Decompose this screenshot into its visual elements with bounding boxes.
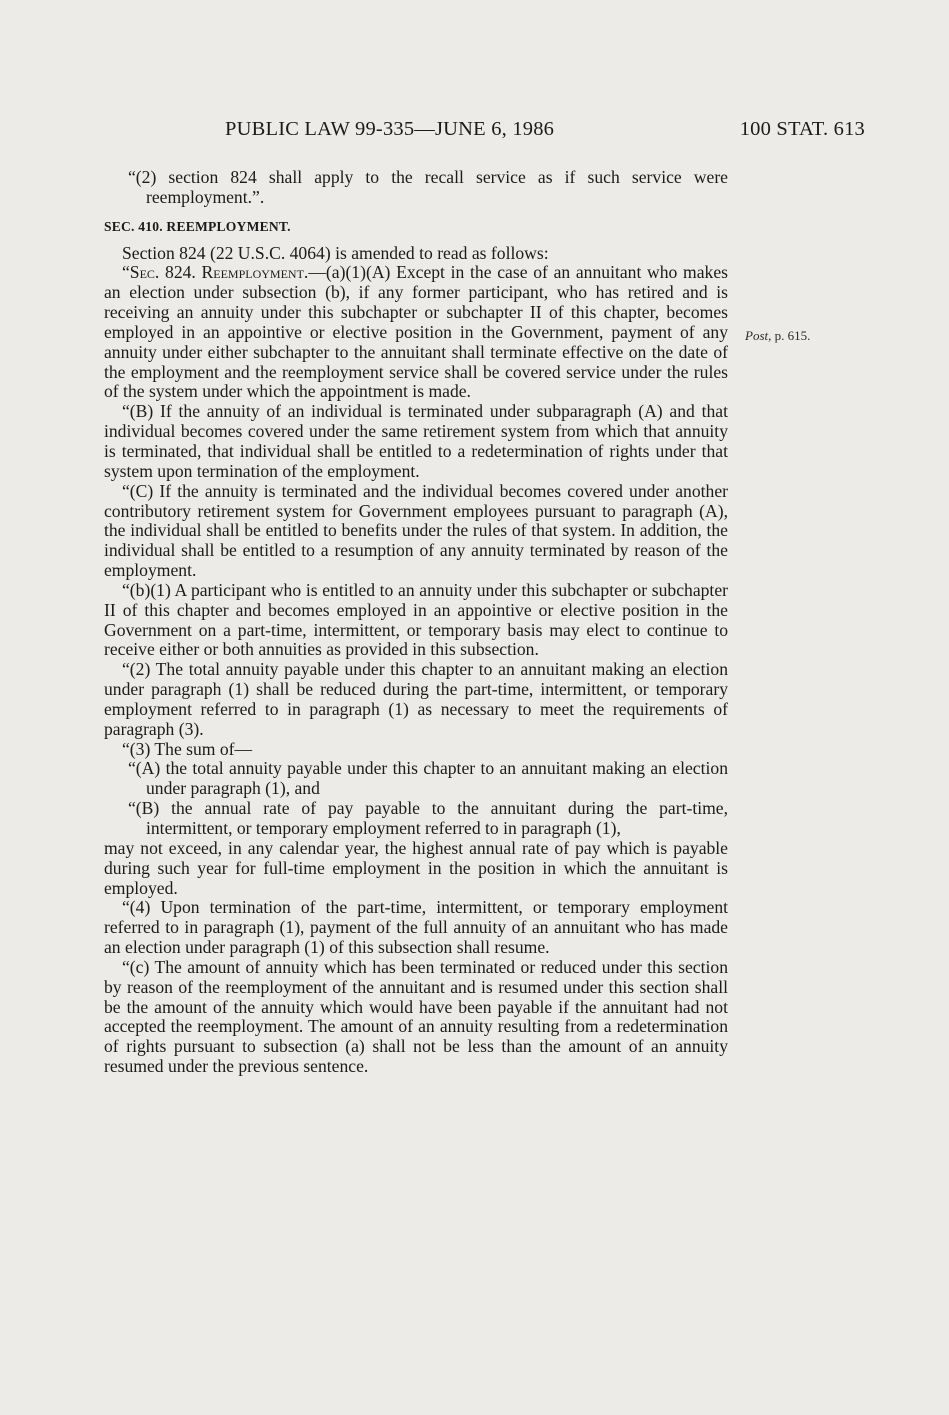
- paragraph-b-3-conclusion: may not exceed, in any calendar year, the highest annual rate of pay which is payable during such year for full-time employment in the position in which the annuitant is employed.: [104, 837, 728, 898]
- header-stat-page: 100 STAT. 613: [739, 118, 865, 140]
- sec-824-label: “Sec. 824. Reemployment.: [122, 262, 309, 283]
- page-header: [225, 118, 865, 148]
- margin-note-italic: Post,: [745, 328, 772, 343]
- section-heading: SEC. 410. REEMPLOYMENT.: [104, 218, 291, 234]
- paragraph-sec-824: [104, 263, 728, 402]
- paragraph-c: “(c) The amount of annuity which has been terminated or reduced under this section by reason of the reemployment of the annuitant and is resumed under this section shall be the amount of the annuity which would have been payable if the annuitant had not accepted the reemployment. The amount of an annuity resulting from a redetermination of rights pursuant to subsection (a) shall not be less than the amount of an annuity resumed under the previous sentence.: [104, 956, 728, 1077]
- paragraph-b-3: “(3) The sum of—: [122, 738, 253, 759]
- paragraph-b-1: “(b)(1) A participant who is entitled to an annuity under this subchapter or subchapter II of this chapter and becomes employed in an appointive or elective position in the Government on a part-time, intermittent, or temporary basis may elect to continue to receive either or both annuities as provided in this subsection.: [104, 579, 728, 660]
- paragraph-b-3-b: “(B) the annual rate of pay payable to the annuitant during the part-time, intermittent, or temporary employment referred to in paragraph (1),: [128, 798, 728, 838]
- paragraph-b-4: “(4) Upon termination of the part-time, intermittent, or temporary employment referred to in paragraph (1), payment of the full annuity of an annuitant who has made an election under paragraph (1) of this subsection shall resume.: [104, 897, 728, 958]
- document-body: [104, 168, 728, 1077]
- header-title: PUBLIC LAW 99-335—JUNE 6, 1986: [225, 118, 555, 140]
- margin-note-post-reference: [745, 328, 810, 344]
- paragraph-amendment-intro: Section 824 (22 U.S.C. 4064) is amended to read as follows:: [122, 242, 549, 263]
- paragraph-b-2: “(2) The total annuity payable under this chapter to an annuitant making an election under paragraph (1) shall be reduced during the part-time, intermittent, or temporary employment referred to in paragraph (1) as necessary to meet the requirements of paragraph (3).: [104, 659, 728, 739]
- sec-824-text: —(a)(1)(A) Except in the case of an annuitant who makes an election under subsection (b), if any former participant, who has retired and is receiving an annuity under this subchapter or subchapter II of this chapter, becomes employed in an appointive or elective position in the Government, payment of any annuity under either subchapter to the annuitant shall terminate effective on the date of the employment and the reemployment service shall be covered service under the rules of the system under which the appointment is made.: [104, 262, 728, 402]
- paragraph-a-1-c: “(C) If the annuity is terminated and the individual becomes covered under another contributory retirement system for Government employees pursuant to paragraph (A), the individual shall be entitled to benefits under the rules of that system. In addition, the individual shall be entitled to a resumption of any annuity terminated by reason of the employment.: [104, 480, 728, 581]
- paragraph-a-1-b: “(B) If the annuity of an individual is terminated under subparagraph (A) and that individual becomes covered under the same retirement system from which that annuity is terminated, that individual shall be entitled to a redetermination of rights under that system upon termination of the employment.: [104, 401, 728, 481]
- margin-note-page: p. 615.: [771, 328, 811, 343]
- paragraph-recall-service: “(2) section 824 shall apply to the recall service as if such service were reemployment.”.: [128, 167, 728, 207]
- paragraph-b-3-a: “(A) the total annuity payable under this chapter to an annuitant making an election under paragraph (1), and: [128, 758, 728, 799]
